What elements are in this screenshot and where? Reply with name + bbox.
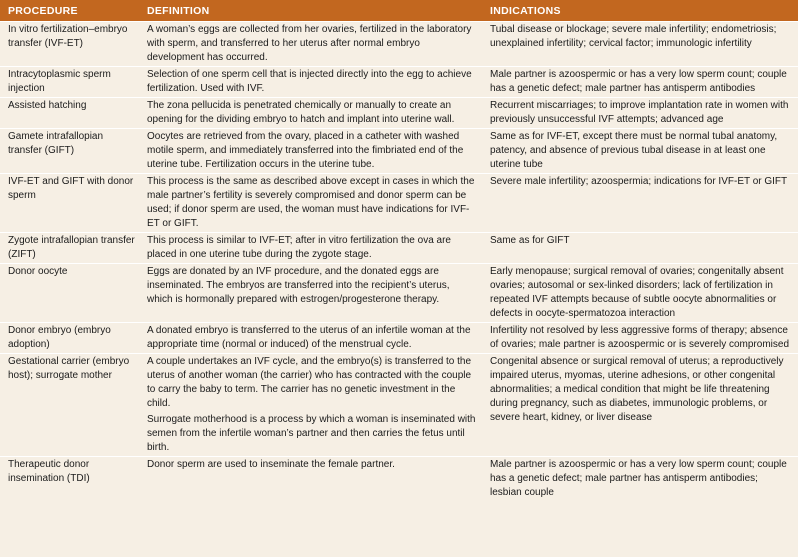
procedure-cell: Gestational carrier (embryo host); surrogate mother: [0, 354, 139, 457]
header-definition: DEFINITION: [139, 0, 482, 22]
definition-cell: Selection of one sperm cell that is injected directly into the egg to achieve fertilization. Used with IVF.: [139, 67, 482, 98]
procedure-cell: Zygote intrafallopian transfer (ZIFT): [0, 233, 139, 264]
indications-cell: Male partner is azoospermic or has a very low sperm count; couple has a genetic defect; male partner has antisperm antibodies; lesbian couple: [482, 457, 798, 502]
table-row: [0, 354, 798, 457]
indications-cell: Male partner is azoospermic or has a very low sperm count; couple has a genetic defect; male partner has antisperm antibodies: [482, 67, 798, 98]
table-row: [0, 233, 798, 264]
definition-cell: Donor sperm are used to inseminate the female partner.: [139, 457, 482, 502]
table-row: [0, 457, 798, 502]
table-row: [0, 174, 798, 233]
indications-cell: Early menopause; surgical removal of ovaries; congenitally absent ovaries; autosomal or sex-linked disorders; lack of fertilization in repeated IVF attempts because of subtle oocyte abnormalities or defects in oocyte-spermatozoa interaction: [482, 264, 798, 323]
header-row: [0, 0, 798, 22]
table-row: [0, 129, 798, 174]
procedure-cell: Intracytoplasmic sperm injection: [0, 67, 139, 98]
table-row: [0, 323, 798, 354]
table-row: [0, 264, 798, 323]
definition-cell: Oocytes are retrieved from the ovary, placed in a catheter with washed motile sperm, and immediately transferred into the fimbriated end of the uterine tube. Fertilization occurs in the uterine tube.: [139, 129, 482, 174]
definition-paragraph: A couple undertakes an IVF cycle, and the embryo(s) is transferred to the uterus of another woman (the carrier) who has contracted with the couple to carry the baby to term. The carrier has no genetic investment in the child.: [147, 356, 472, 409]
table-row: [0, 98, 798, 129]
procedure-cell: In vitro fertilization–embryo transfer (IVF-ET): [0, 22, 139, 67]
definition-cell: This process is the same as described above except in cases in which the male partner’s fertility is severely compromised and donor sperm can be used; if donor sperm are used, the woman must have indications for IVF-ET or GIFT.: [139, 174, 482, 233]
procedure-cell: Donor oocyte: [0, 264, 139, 323]
definition-cell: A donated embryo is transferred to the uterus of an infertile woman at the appropriate time (normal or induced) of the menstrual cycle.: [139, 323, 482, 354]
header-indications: INDICATIONS: [482, 0, 798, 22]
procedure-cell: Gamete intrafallopian transfer (GIFT): [0, 129, 139, 174]
procedure-cell: Donor embryo (embryo adoption): [0, 323, 139, 354]
definition-cell: The zona pellucida is penetrated chemically or manually to create an opening for the dividing embryo to hatch and implant into uterine wall.: [139, 98, 482, 129]
indications-cell: Tubal disease or blockage; severe male infertility; endometriosis; unexplained infertility; cervical factor; immunologic infertility: [482, 22, 798, 67]
table-row: [0, 67, 798, 98]
procedure-cell: IVF-ET and GIFT with donor sperm: [0, 174, 139, 233]
indications-cell: Same as for GIFT: [482, 233, 798, 264]
definition-cell: [139, 354, 482, 457]
procedure-cell: Therapeutic donor insemination (TDI): [0, 457, 139, 502]
indications-cell: Same as for IVF-ET, except there must be normal tubal anatomy, patency, and absence of previous tubal disease in at least one uterine tube: [482, 129, 798, 174]
table-row: [0, 22, 798, 67]
definition-cell: This process is similar to IVF-ET; after in vitro fertilization the ova are placed in one uterine tube during the zygote stage.: [139, 233, 482, 264]
procedure-cell: Assisted hatching: [0, 98, 139, 129]
indications-cell: Infertility not resolved by less aggressive forms of therapy; absence of ovaries; male partner is azoospermic or is severely compromised: [482, 323, 798, 354]
definition-paragraph-surrogate: Surrogate motherhood is a process by which a woman is inseminated with semen from the infertile woman’s partner and then carries the fetus until birth.: [147, 414, 476, 453]
indications-cell: Severe male infertility; azoospermia; indications for IVF-ET or GIFT: [482, 174, 798, 233]
indications-cell: Recurrent miscarriages; to improve implantation rate in women with previously unsuccessful IVF attempts; advanced age: [482, 98, 798, 129]
header-procedure: PROCEDURE: [0, 0, 139, 22]
indications-cell: Congenital absence or surgical removal of uterus; a reproductively impaired uterus, myomas, uterine adhesions, or other congenital abnormalities; a medical condition that might be life threatening during pregnancy, such as diabetes, immunologic problems, or severe heart, kidney, or liver disease: [482, 354, 798, 457]
definition-cell: A woman’s eggs are collected from her ovaries, fertilized in the laboratory with sperm, and transferred to her uterus after normal embryo development has occurred.: [139, 22, 482, 67]
definition-cell: Eggs are donated by an IVF procedure, and the donated eggs are inseminated. The embryos are transferred into the recipient’s uterus, which is hormonally prepared with estrogen/progesterone therapy.: [139, 264, 482, 323]
